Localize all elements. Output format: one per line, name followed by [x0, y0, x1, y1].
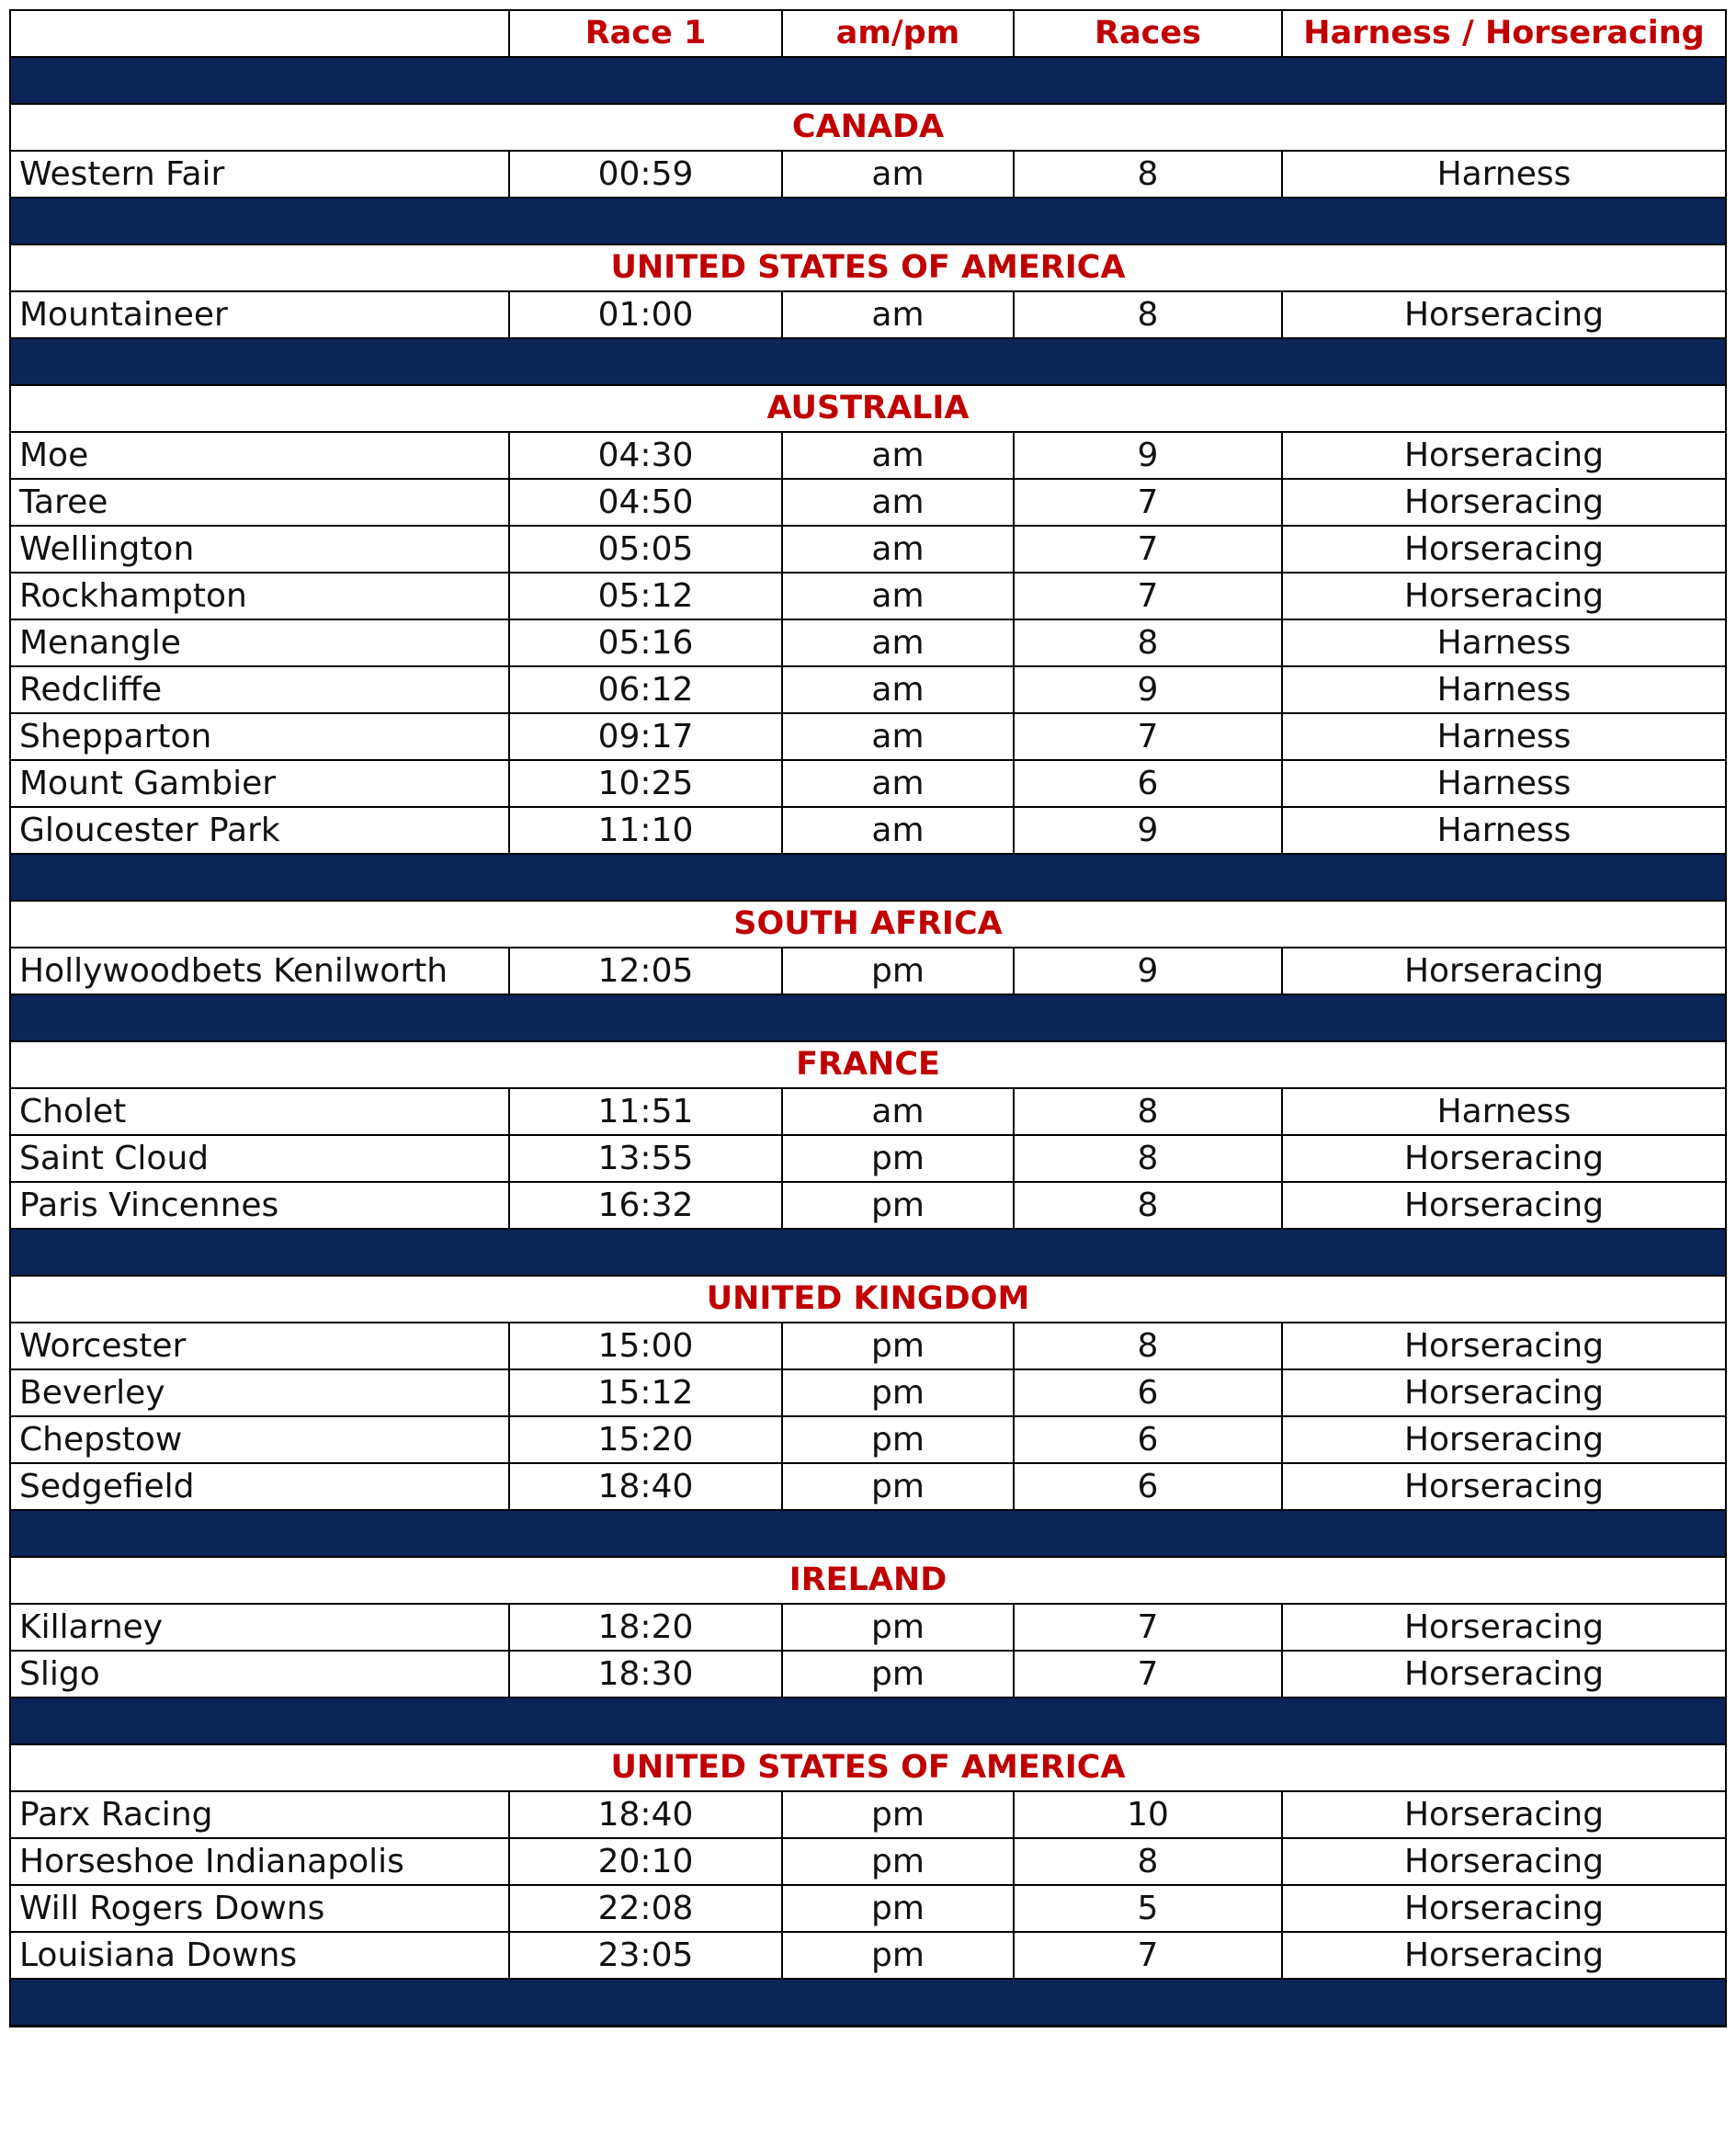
ampm-cell: am [782, 479, 1014, 526]
table-row [10, 479, 1726, 526]
races-count-cell: 9 [1014, 807, 1282, 854]
race1-time-cell: 00:59 [509, 151, 782, 198]
races-count-cell: 8 [1014, 291, 1282, 338]
ampm-cell: am [782, 151, 1014, 198]
ampm-cell: am [782, 526, 1014, 573]
table-row [10, 1463, 1726, 1510]
race-schedule-body [10, 10, 1726, 2027]
race1-time-cell: 05:12 [509, 573, 782, 619]
separator-bar-cell [10, 198, 1726, 244]
table-row [10, 573, 1726, 619]
ampm-cell: pm [782, 1463, 1014, 1510]
country-heading: CANADA [10, 104, 1726, 151]
table-row [10, 151, 1726, 198]
race-type-cell: Horseracing [1282, 1838, 1726, 1885]
separator-bar-cell [10, 1698, 1726, 1744]
venue-cell: Sedgefield [10, 1463, 509, 1510]
races-count-cell: 7 [1014, 479, 1282, 526]
ampm-cell: pm [782, 1604, 1014, 1651]
ampm-cell: am [782, 573, 1014, 619]
races-count-cell: 8 [1014, 151, 1282, 198]
ampm-cell: am [782, 713, 1014, 760]
country-heading-row [10, 1041, 1726, 1088]
ampm-cell: pm [782, 1885, 1014, 1932]
races-count-cell: 10 [1014, 1791, 1282, 1838]
race1-time-cell: 15:20 [509, 1416, 782, 1463]
separator-bar [10, 1979, 1726, 2027]
table-row [10, 432, 1726, 479]
race1-time-cell: 15:00 [509, 1323, 782, 1369]
venue-cell: Redcliffe [10, 666, 509, 713]
ampm-cell: pm [782, 1651, 1014, 1698]
races-count-cell: 7 [1014, 526, 1282, 573]
races-count-cell: 7 [1014, 573, 1282, 619]
table-row [10, 1323, 1726, 1369]
race1-time-cell: 10:25 [509, 760, 782, 807]
races-count-cell: 8 [1014, 1182, 1282, 1229]
table-row [10, 526, 1726, 573]
venue-cell: Worcester [10, 1323, 509, 1369]
separator-bar-cell [10, 1510, 1726, 1557]
separator-bar [10, 338, 1726, 385]
table-row [10, 1838, 1726, 1885]
country-heading: FRANCE [10, 1041, 1726, 1088]
ampm-cell: pm [782, 1369, 1014, 1416]
venue-cell: Saint Cloud [10, 1135, 509, 1182]
venue-cell: Mount Gambier [10, 760, 509, 807]
race-type-cell: Horseracing [1282, 1932, 1726, 1979]
header-race1: Race 1 [509, 10, 782, 57]
ampm-cell: am [782, 807, 1014, 854]
race1-time-cell: 18:40 [509, 1791, 782, 1838]
country-heading: AUSTRALIA [10, 385, 1726, 432]
race1-time-cell: 23:05 [509, 1932, 782, 1979]
race-type-cell: Horseracing [1282, 432, 1726, 479]
venue-cell: Parx Racing [10, 1791, 509, 1838]
ampm-cell: am [782, 619, 1014, 666]
race-type-cell: Harness [1282, 666, 1726, 713]
race-type-cell: Horseracing [1282, 291, 1726, 338]
separator-bar [10, 854, 1726, 901]
venue-cell: Shepparton [10, 713, 509, 760]
venue-cell: Menangle [10, 619, 509, 666]
race1-time-cell: 04:50 [509, 479, 782, 526]
race1-time-cell: 18:30 [509, 1651, 782, 1698]
races-count-cell: 7 [1014, 1651, 1282, 1698]
race1-time-cell: 20:10 [509, 1838, 782, 1885]
country-heading: UNITED STATES OF AMERICA [10, 1744, 1726, 1791]
venue-cell: Taree [10, 479, 509, 526]
race-type-cell: Horseracing [1282, 1135, 1726, 1182]
table-row [10, 619, 1726, 666]
table-row [10, 291, 1726, 338]
ampm-cell: pm [782, 1323, 1014, 1369]
race1-time-cell: 06:12 [509, 666, 782, 713]
header-row [10, 10, 1726, 57]
table-row [10, 1651, 1726, 1698]
races-count-cell: 9 [1014, 948, 1282, 994]
venue-cell: Horseshoe Indianapolis [10, 1838, 509, 1885]
header-type: Harness / Horseracing [1282, 10, 1726, 57]
race-type-cell: Harness [1282, 151, 1726, 198]
table-row [10, 1182, 1726, 1229]
separator-bar-cell [10, 57, 1726, 104]
race-type-cell: Harness [1282, 619, 1726, 666]
country-heading-row [10, 901, 1726, 948]
country-heading: UNITED KINGDOM [10, 1276, 1726, 1323]
venue-cell: Cholet [10, 1088, 509, 1135]
venue-cell: Rockhampton [10, 573, 509, 619]
race1-time-cell: 22:08 [509, 1885, 782, 1932]
table-row [10, 666, 1726, 713]
table-row [10, 713, 1726, 760]
race-type-cell: Horseracing [1282, 1369, 1726, 1416]
race-type-cell: Horseracing [1282, 1791, 1726, 1838]
races-count-cell: 8 [1014, 619, 1282, 666]
venue-cell: Wellington [10, 526, 509, 573]
separator-bar [10, 57, 1726, 104]
country-heading-row [10, 1744, 1726, 1791]
race1-time-cell: 09:17 [509, 713, 782, 760]
country-heading-row [10, 1276, 1726, 1323]
separator-bar [10, 198, 1726, 244]
venue-cell: Moe [10, 432, 509, 479]
header-races: Races [1014, 10, 1282, 57]
race-type-cell: Horseracing [1282, 1323, 1726, 1369]
separator-bar-cell [10, 338, 1726, 385]
venue-cell: Hollywoodbets Kenilworth [10, 948, 509, 994]
header-venue [10, 10, 509, 57]
races-count-cell: 6 [1014, 760, 1282, 807]
country-heading: UNITED STATES OF AMERICA [10, 244, 1726, 291]
ampm-cell: am [782, 432, 1014, 479]
race-type-cell: Horseracing [1282, 1182, 1726, 1229]
header-ampm: am/pm [782, 10, 1014, 57]
race-type-cell: Harness [1282, 1088, 1726, 1135]
races-count-cell: 6 [1014, 1416, 1282, 1463]
race-type-cell: Harness [1282, 713, 1726, 760]
table-row [10, 948, 1726, 994]
table-row [10, 1791, 1726, 1838]
separator-bar [10, 1698, 1726, 1744]
table-row [10, 1932, 1726, 1979]
race-type-cell: Horseracing [1282, 948, 1726, 994]
separator-bar [10, 994, 1726, 1041]
race-type-cell: Horseracing [1282, 1416, 1726, 1463]
ampm-cell: pm [782, 1791, 1014, 1838]
country-heading-row [10, 1557, 1726, 1604]
ampm-cell: am [782, 1088, 1014, 1135]
race1-time-cell: 15:12 [509, 1369, 782, 1416]
race1-time-cell: 18:40 [509, 1463, 782, 1510]
table-row [10, 760, 1726, 807]
race1-time-cell: 18:20 [509, 1604, 782, 1651]
races-count-cell: 5 [1014, 1885, 1282, 1932]
race-schedule-table [9, 9, 1727, 2027]
ampm-cell: am [782, 760, 1014, 807]
table-row [10, 1088, 1726, 1135]
country-heading-row [10, 104, 1726, 151]
venue-cell: Chepstow [10, 1416, 509, 1463]
table-row [10, 807, 1726, 854]
race-type-cell: Harness [1282, 760, 1726, 807]
race-type-cell: Horseracing [1282, 1463, 1726, 1510]
ampm-cell: pm [782, 1416, 1014, 1463]
race1-time-cell: 13:55 [509, 1135, 782, 1182]
venue-cell: Western Fair [10, 151, 509, 198]
table-row [10, 1885, 1726, 1932]
separator-bar [10, 1510, 1726, 1557]
race1-time-cell: 11:10 [509, 807, 782, 854]
race-type-cell: Horseracing [1282, 1651, 1726, 1698]
venue-cell: Gloucester Park [10, 807, 509, 854]
races-count-cell: 6 [1014, 1463, 1282, 1510]
race1-time-cell: 04:30 [509, 432, 782, 479]
race1-time-cell: 11:51 [509, 1088, 782, 1135]
table-row [10, 1604, 1726, 1651]
races-count-cell: 7 [1014, 1932, 1282, 1979]
races-count-cell: 7 [1014, 713, 1282, 760]
race-type-cell: Horseracing [1282, 1604, 1726, 1651]
races-count-cell: 8 [1014, 1135, 1282, 1182]
separator-bar-cell [10, 994, 1726, 1041]
race-type-cell: Horseracing [1282, 573, 1726, 619]
race1-time-cell: 12:05 [509, 948, 782, 994]
race1-time-cell: 16:32 [509, 1182, 782, 1229]
ampm-cell: pm [782, 1838, 1014, 1885]
race1-time-cell: 01:00 [509, 291, 782, 338]
race-type-cell: Harness [1282, 807, 1726, 854]
races-count-cell: 8 [1014, 1323, 1282, 1369]
venue-cell: Paris Vincennes [10, 1182, 509, 1229]
country-heading-row [10, 244, 1726, 291]
separator-bar [10, 1229, 1726, 1276]
venue-cell: Mountaineer [10, 291, 509, 338]
venue-cell: Louisiana Downs [10, 1932, 509, 1979]
country-heading: IRELAND [10, 1557, 1726, 1604]
races-count-cell: 9 [1014, 666, 1282, 713]
race1-time-cell: 05:16 [509, 619, 782, 666]
country-heading: SOUTH AFRICA [10, 901, 1726, 948]
race-type-cell: Horseracing [1282, 1885, 1726, 1932]
venue-cell: Killarney [10, 1604, 509, 1651]
race-type-cell: Horseracing [1282, 526, 1726, 573]
venue-cell: Beverley [10, 1369, 509, 1416]
separator-bar-cell [10, 1979, 1726, 2027]
table-row [10, 1416, 1726, 1463]
country-heading-row [10, 385, 1726, 432]
separator-bar-cell [10, 1229, 1726, 1276]
races-count-cell: 7 [1014, 1604, 1282, 1651]
ampm-cell: pm [782, 1135, 1014, 1182]
races-count-cell: 9 [1014, 432, 1282, 479]
race-type-cell: Horseracing [1282, 479, 1726, 526]
separator-bar-cell [10, 854, 1726, 901]
venue-cell: Will Rogers Downs [10, 1885, 509, 1932]
ampm-cell: pm [782, 948, 1014, 994]
venue-cell: Sligo [10, 1651, 509, 1698]
table-row [10, 1369, 1726, 1416]
race1-time-cell: 05:05 [509, 526, 782, 573]
table-row [10, 1135, 1726, 1182]
ampm-cell: pm [782, 1182, 1014, 1229]
races-count-cell: 8 [1014, 1088, 1282, 1135]
ampm-cell: am [782, 291, 1014, 338]
races-count-cell: 8 [1014, 1838, 1282, 1885]
races-count-cell: 6 [1014, 1369, 1282, 1416]
ampm-cell: pm [782, 1932, 1014, 1979]
ampm-cell: am [782, 666, 1014, 713]
